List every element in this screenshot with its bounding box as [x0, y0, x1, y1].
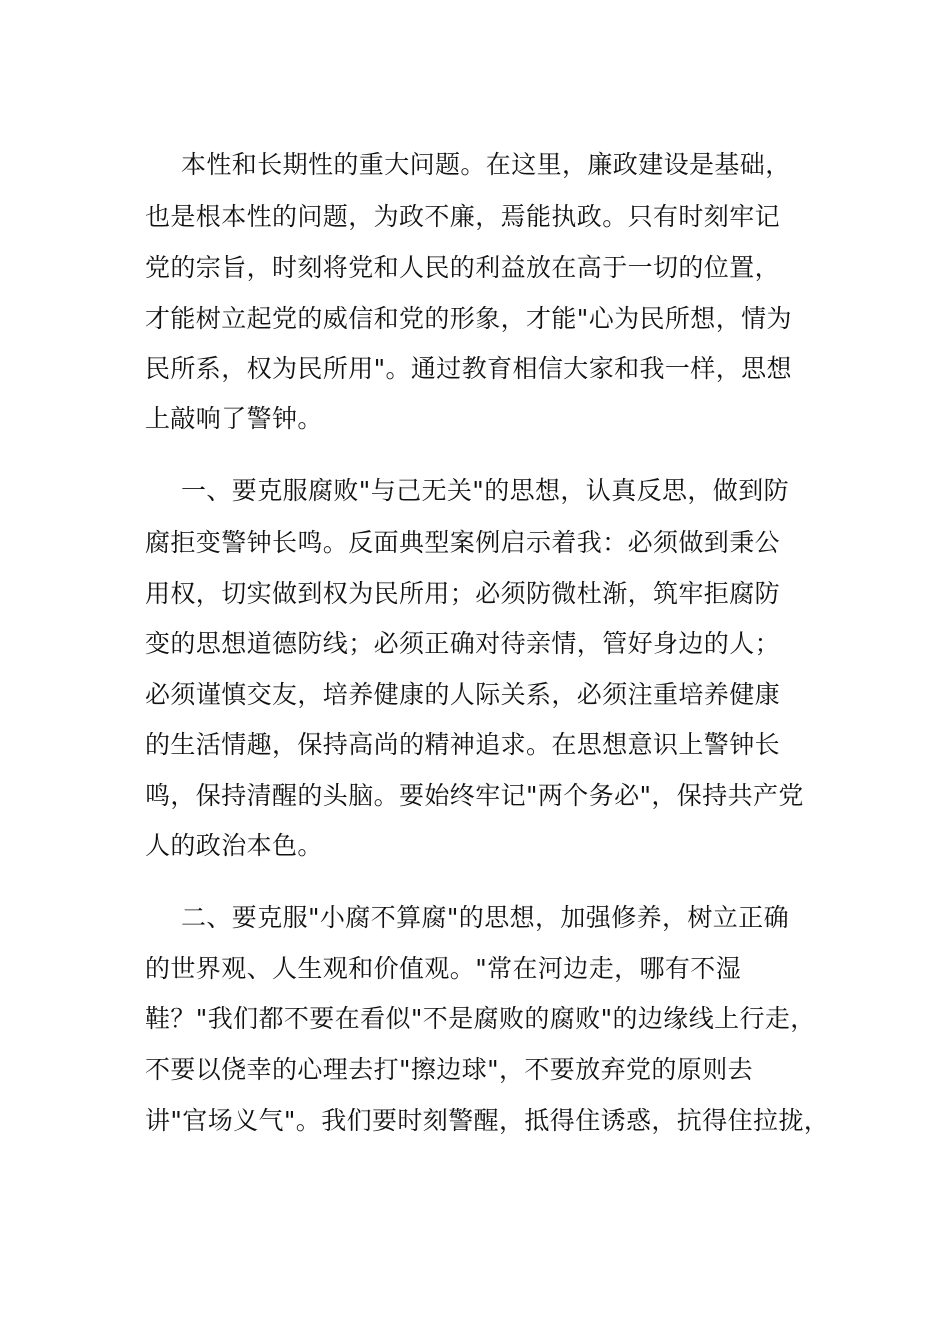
text-line: 党的宗旨，时刻将党和人民的利益放在高于一切的位置， — [145, 253, 781, 282]
text-line: 的生活情趣，保持高尚的精神追求。在思想意识上警钟长 — [145, 730, 781, 759]
text-line: 讲"官场义气"。我们要时刻警醒，抵得住诱惑，抗得住拉拢， — [145, 1106, 830, 1135]
text-line: 不要以侥幸的心理去打"擦边球"，不要放弃党的原则去 — [145, 1055, 753, 1084]
text-line: 变的思想道德防线；必须正确对待亲情，管好身边的人； — [145, 629, 781, 658]
text-line: 人的政治本色。 — [145, 831, 323, 860]
text-line: 用权，切实做到权为民所用；必须防微杜渐，筑牢拒腐防 — [145, 579, 781, 608]
text-line: 民所系，权为民所用"。通过教育相信大家和我一样，思想 — [145, 354, 792, 383]
text-line: 才能树立起党的威信和党的形象，才能"心为民所想，情为 — [145, 304, 792, 333]
text-line: 本性和长期性的重大问题。在这里，廉政建设是基础， — [181, 150, 791, 179]
text-line: 二、要克服"小腐不算腐"的思想，加强修养，树立正确 — [181, 903, 789, 932]
text-line: 腐拒变警钟长鸣。反面典型案例启示着我：必须做到秉公 — [145, 528, 781, 557]
text-line: 的世界观、人生观和价值观。"常在河边走，哪有不湿 — [145, 954, 742, 983]
text-line: 上敲响了警钟。 — [145, 404, 323, 433]
text-line: 必须谨慎交友，培养健康的人际关系，必须注重培养健康 — [145, 680, 781, 709]
text-line: 鸣，保持清醒的头脑。要始终牢记"两个务必"，保持共产党 — [145, 781, 804, 810]
text-line: 一、要克服腐败"与己无关"的思想，认真反思，做到防 — [181, 476, 789, 505]
text-line: 也是根本性的问题，为政不廉，焉能执政。只有时刻牢记 — [145, 202, 781, 231]
text-line: 鞋？"我们都不要在看似"不是腐败的腐败"的边缘线上行走， — [145, 1004, 816, 1033]
